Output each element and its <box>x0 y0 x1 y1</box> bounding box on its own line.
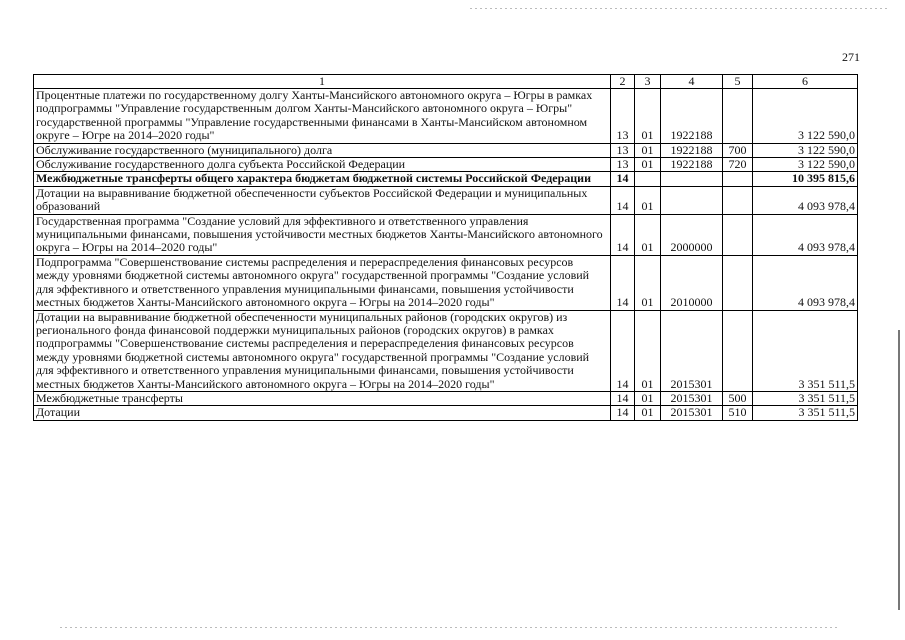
header-col-6: 6 <box>753 75 858 89</box>
row-subsection-code: 01 <box>635 89 661 144</box>
row-section-code: 14 <box>611 172 635 186</box>
table-row <box>34 89 858 144</box>
row-section-code: 14 <box>611 214 635 255</box>
row-subsection-code: 01 <box>635 158 661 172</box>
row-name: Межбюджетные трансферты общего характера бюджетам бюджетной системы Российской Федерации <box>34 172 611 186</box>
row-amount: 4 093 978,4 <box>753 255 858 310</box>
row-name: Межбюджетные трансферты <box>34 391 611 405</box>
table-body <box>34 89 858 421</box>
row-amount: 3 122 590,0 <box>753 158 858 172</box>
row-name: Дотации на выравнивание бюджетной обеспеченности субъектов Российской Федерации и муниципальных образований <box>34 186 611 214</box>
row-target-article: 2015301 <box>661 406 723 420</box>
row-target-article: 1922188 <box>661 158 723 172</box>
row-target-article <box>661 172 723 186</box>
row-subsection-code: 01 <box>635 391 661 405</box>
row-amount: 3 122 590,0 <box>753 89 858 144</box>
row-name: Дотации на выравнивание бюджетной обеспеченности муниципальных районов (городских округов) из регионального фонда финансовой поддержки муниципальных районов (городских округов) в рамках подпрограммы "Совершенствование системы распределения и перераспределения финансовых ресурсов между уровнями бюджетной системы автономного округа" государственной программы "Создание условий для эффективного и ответственного управления муниципальными финансами, повышения устойчивости местных бюджетов Ханты-Мансийского автономного округа – Югры на 2014–2020 годы" <box>34 310 611 391</box>
row-section-code: 13 <box>611 89 635 144</box>
row-target-article: 1922188 <box>661 143 723 157</box>
row-name: Государственная программа "Создание условий для эффективного и ответственного управления муниципальными финансами, повышения устойчивости местных бюджетов Ханты-Мансийского автономного округа – Югры на 2014–2020 годы" <box>34 214 611 255</box>
budget-table <box>33 74 858 421</box>
row-expense-type: 700 <box>723 143 753 157</box>
row-expense-type <box>723 172 753 186</box>
row-amount: 10 395 815,6 <box>753 172 858 186</box>
table-row <box>34 158 858 172</box>
row-section-code: 13 <box>611 143 635 157</box>
row-section-code: 14 <box>611 406 635 420</box>
row-target-article <box>661 186 723 214</box>
table-row <box>34 186 858 214</box>
row-section-code: 14 <box>611 186 635 214</box>
row-expense-type <box>723 186 753 214</box>
header-col-1: 1 <box>34 75 611 89</box>
row-section-code: 14 <box>611 310 635 391</box>
header-col-2: 2 <box>611 75 635 89</box>
row-name: Подпрограмма "Совершенствование системы распределения и перераспределения финансовых ресурсов между уровнями бюджетной системы автономного округа" государственной программы "Создание условий для эффективного и ответственного управления муниципальными финансами, повышения устойчивости местных бюджетов Ханты-Мансийского автономного округа – Югры на 2014–2020 годы" <box>34 255 611 310</box>
row-expense-type: 720 <box>723 158 753 172</box>
row-amount: 4 093 978,4 <box>753 214 858 255</box>
row-subsection-code: 01 <box>635 255 661 310</box>
header-col-4: 4 <box>661 75 723 89</box>
row-expense-type <box>723 310 753 391</box>
row-expense-type <box>723 255 753 310</box>
scan-artifact-top <box>470 8 890 9</box>
row-expense-type: 500 <box>723 391 753 405</box>
row-subsection-code <box>635 172 661 186</box>
row-name: Дотации <box>34 406 611 420</box>
table-row <box>34 255 858 310</box>
row-subsection-code: 01 <box>635 186 661 214</box>
row-amount: 3 351 511,5 <box>753 310 858 391</box>
table-row <box>34 143 858 157</box>
row-section-code: 13 <box>611 158 635 172</box>
row-subsection-code: 01 <box>635 406 661 420</box>
table-row <box>34 310 858 391</box>
row-subsection-code: 01 <box>635 143 661 157</box>
row-amount: 3 122 590,0 <box>753 143 858 157</box>
row-name: Обслуживание государственного долга субъекта Российской Федерации <box>34 158 611 172</box>
row-name: Процентные платежи по государственному долгу Ханты-Мансийского автономного округа – Югры в рамках подпрограммы "Управление государственным долгом Ханты-Мансийского автономного округа – Югры" государственной программы "Управление государственными финансами в Ханты-Мансийском автономном округе – Югре на 2014–2020 годы" <box>34 89 611 144</box>
row-expense-type <box>723 89 753 144</box>
row-section-code: 14 <box>611 391 635 405</box>
row-expense-type: 510 <box>723 406 753 420</box>
table-header-row <box>34 75 858 89</box>
row-target-article: 2015301 <box>661 310 723 391</box>
row-section-code: 14 <box>611 255 635 310</box>
row-amount: 4 093 978,4 <box>753 186 858 214</box>
scan-artifact-side <box>898 330 900 610</box>
table-row <box>34 406 858 420</box>
row-name: Обслуживание государственного (муниципального) долга <box>34 143 611 157</box>
row-amount: 3 351 511,5 <box>753 391 858 405</box>
header-col-5: 5 <box>723 75 753 89</box>
table-row <box>34 214 858 255</box>
page-number: 271 <box>842 50 860 64</box>
row-subsection-code: 01 <box>635 214 661 255</box>
row-subsection-code: 01 <box>635 310 661 391</box>
row-target-article: 1922188 <box>661 89 723 144</box>
table-row <box>34 172 858 186</box>
scan-artifact-bottom <box>60 627 840 628</box>
table-row <box>34 391 858 405</box>
row-target-article: 2010000 <box>661 255 723 310</box>
row-expense-type <box>723 214 753 255</box>
row-target-article: 2015301 <box>661 391 723 405</box>
row-amount: 3 351 511,5 <box>753 406 858 420</box>
row-target-article: 2000000 <box>661 214 723 255</box>
header-col-3: 3 <box>635 75 661 89</box>
